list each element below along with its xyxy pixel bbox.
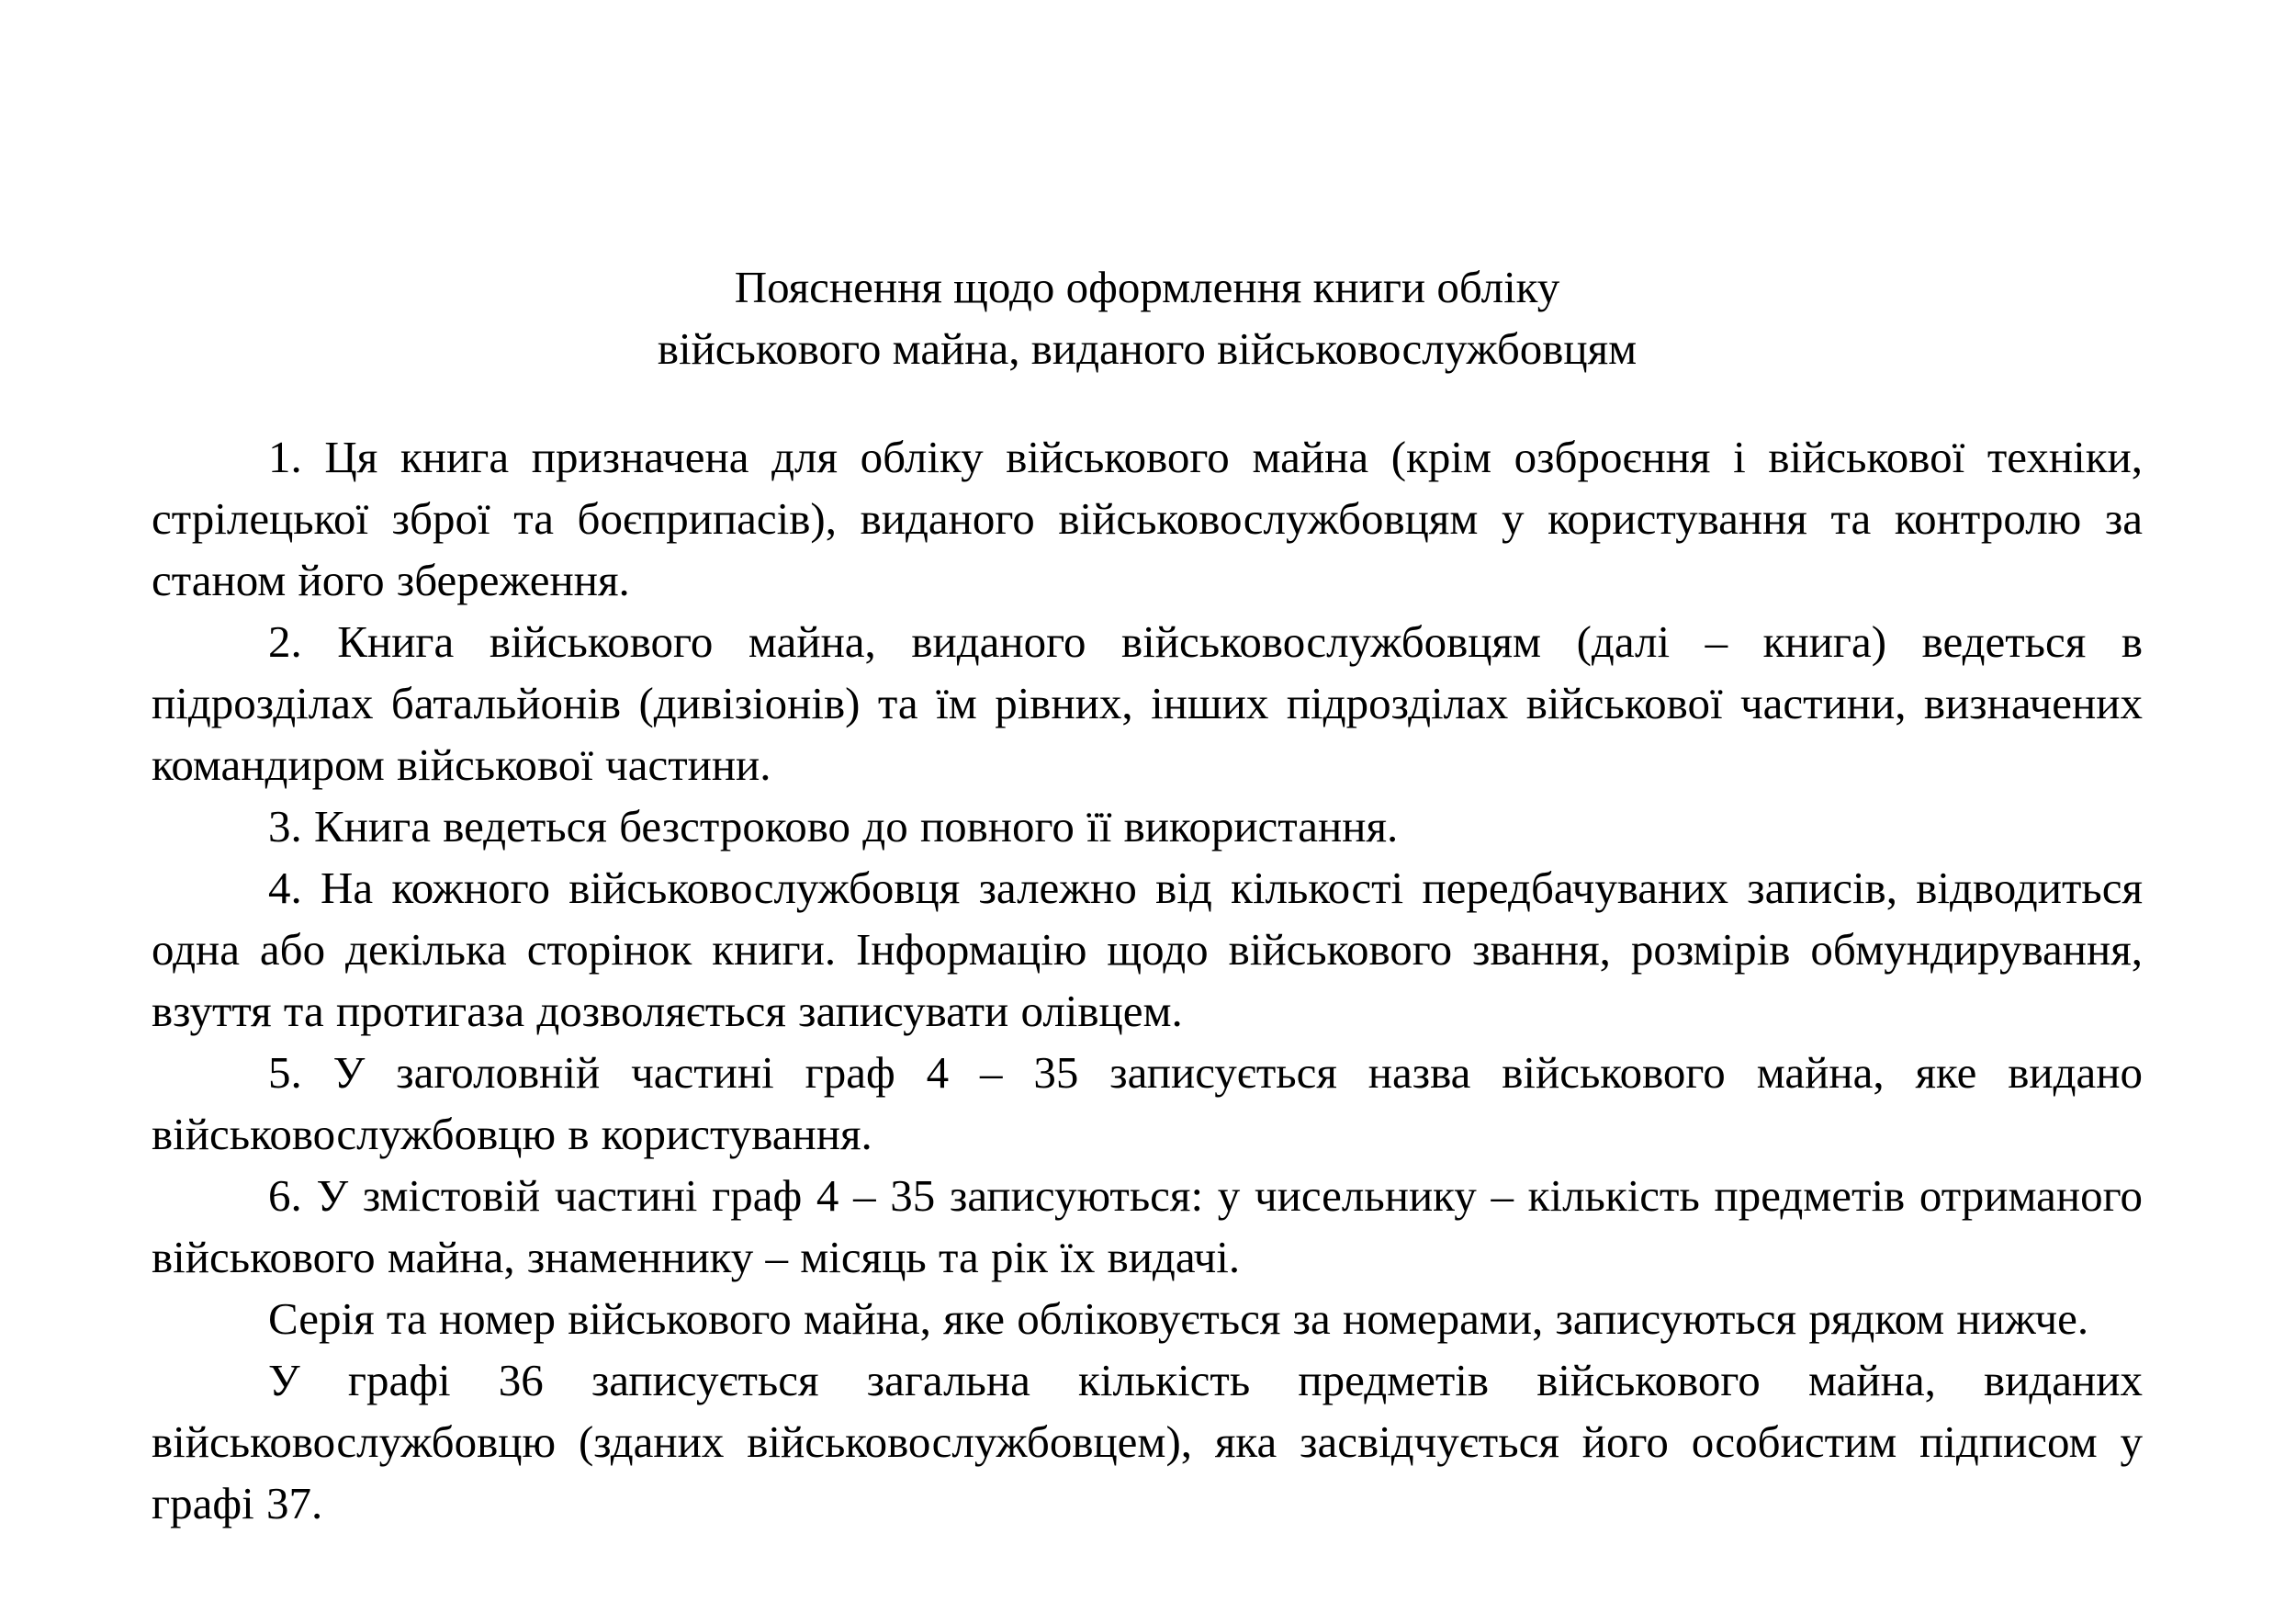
title-line-2: військового майна, виданого військовослужбовцям bbox=[657, 323, 1638, 374]
paragraph-2: 2. Книга військового майна, виданого військовослужбовцям (далі – книга) ведеться в підрозділах батальйонів (дивізіонів) та їм рівних, інших підрозділах військової частини, визначених командиром військової частини. bbox=[152, 616, 2143, 790]
paragraph-5: 5. У заголовній частині граф 4 – 35 записується назва військового майна, яке видано військовослужбовцю в користування. bbox=[152, 1047, 2143, 1159]
paragraph-1: 1. Ця книга призначена для обліку військового майна (крім озброєння і військової техніки, стрілецької зброї та боєприпасів), виданого військовослужбовцям у користування та контролю за станом його збереження. bbox=[152, 432, 2143, 605]
title-line-1: Пояснення щодо оформлення книги обліку bbox=[734, 262, 1560, 312]
paragraph-3: 3. Книга ведеться безстроково до повного її використання. bbox=[268, 801, 1399, 851]
paragraph-6: 6. У змістовій частині граф 4 – 35 записуються: у чисельнику – кількість предметів отриманого військового майна, знаменнику – місяць та рік їх видачі. bbox=[152, 1170, 2143, 1282]
document-body bbox=[152, 426, 2143, 1534]
paragraph-7: Серія та номер військового майна, яке обліковується за номерами, записуються рядком нижче. bbox=[268, 1293, 2089, 1344]
paragraph-8: У графі 36 записується загальна кількість предметів військового майна, виданих військовослужбовцю (зданих військовослужбовцем), яка засвідчується його особистим підписом у графі 37. bbox=[152, 1355, 2143, 1528]
paragraph-4: 4. На кожного військовослужбовця залежно від кількості передбачуваних записів, відводиться одна або декілька сторінок книги. Інформацію щодо військового звання, розмірів обмундирування, взуття та протигаза дозволяється записувати олівцем. bbox=[152, 863, 2143, 1036]
document-title bbox=[152, 256, 2143, 379]
